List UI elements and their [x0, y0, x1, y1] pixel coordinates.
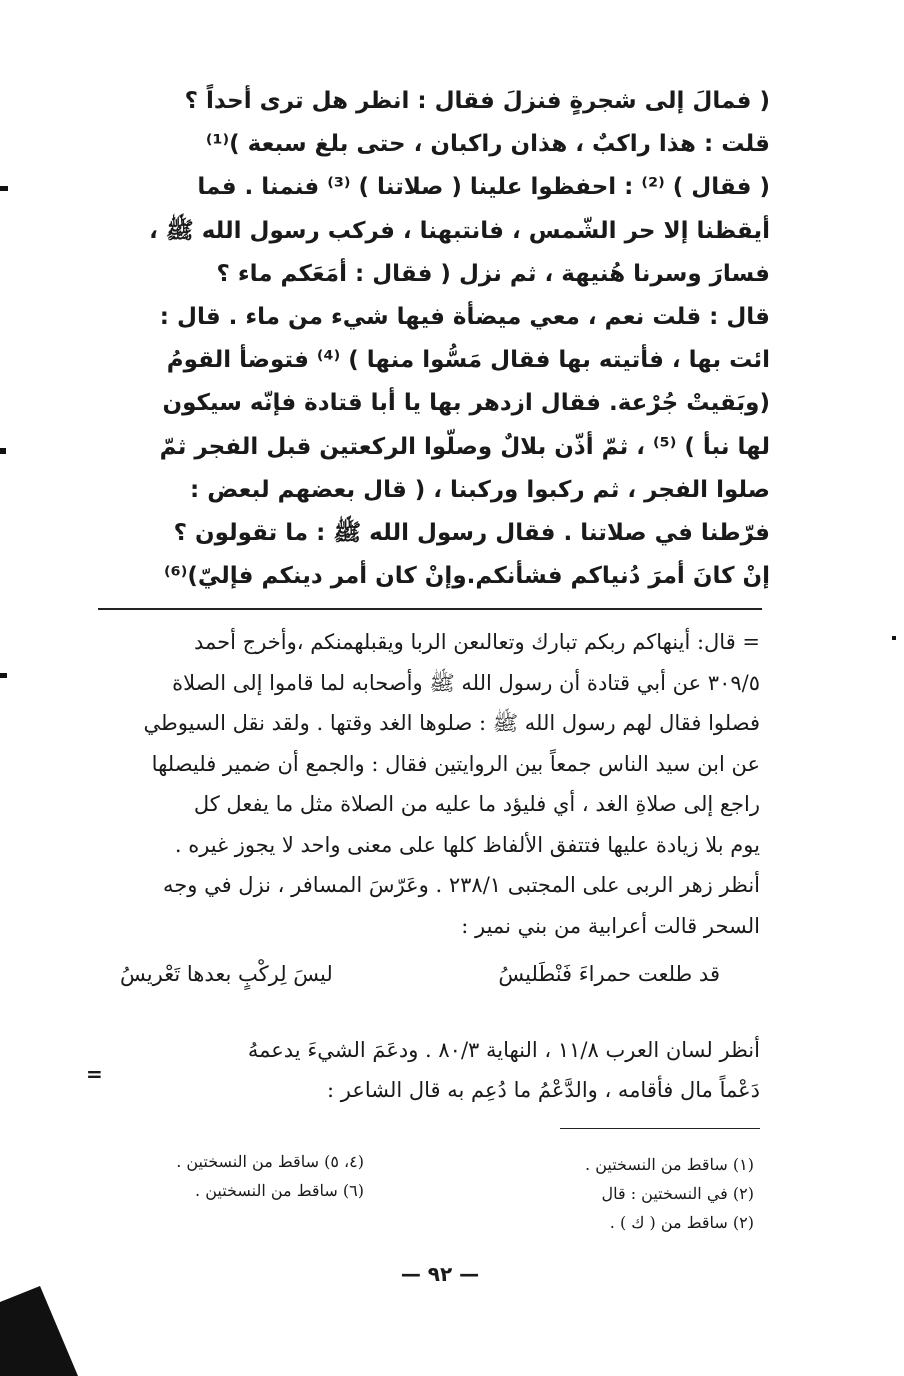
page-number: — ٩٢ — — [400, 1262, 480, 1286]
main-line: لها نبأ ) ⁽⁵⁾ ، ثمّ أذّن بلالٌ وصلّوا الركعتين قبل الفجر ثمّ — [159, 433, 770, 460]
main-line: ( فقال ) ⁽²⁾ : احفظوا علينا ( صلاتنا ) ⁽³⁾ فنمنا . فما — [197, 174, 770, 201]
margin-mark — [892, 636, 896, 640]
main-line: (وبَقيتْ جُرْعة. فقال ازدهر بها يا أبا قتادة فإنّه سيكون — [162, 390, 770, 417]
note-line: = قال: أينهاكم ربكم تبارك وتعالىعن الربا ويقبلهمنكم ،وأخرج أحمد — [193, 630, 760, 654]
main-line: أيقظنا إلا حر الشّمس ، فانتبهنا ، فركب رسول الله ﷺ ، — [149, 217, 770, 244]
margin-mark — [0, 448, 6, 454]
main-line: فرّطنا في صلاتنا . فقال رسول الله ﷺ : ما تقولون ؟ — [173, 519, 770, 546]
note-line: فصلوا فقال لهم رسول الله ﷺ : صلوها الغد وقتها . ولقد نقل السيوطي — [143, 711, 760, 735]
note-line: أنظر زهر الربى على المجتبى ٢٣٨/١ . وعَرّسَ المسافر ، نزل في وجه — [163, 873, 760, 897]
footnote: (٢) ساقط من ( ك ) . — [609, 1213, 754, 1232]
main-line: قال : قلت نعم ، معي ميضأة فيها شيء من ماء . قال : — [159, 303, 770, 330]
footnotes-right — [504, 1150, 754, 1237]
note-line: راجع إلى صلاةِ الغد ، أي فليؤد ما عليه من الصلاة مثل ما يفعل كل — [193, 792, 760, 816]
note-line: السحر قالت أعرابية من بني نمير : — [461, 913, 760, 938]
continuation-mark: = — [86, 1062, 103, 1086]
scan-corner-shadow — [0, 1286, 90, 1376]
commentary-notes-continued — [100, 1030, 760, 1110]
verse-first-hemistich: قد طلعت حمراءَ فَنْطَليسُ — [498, 962, 720, 986]
footnote: (٢) في النسختين : قال — [601, 1184, 754, 1203]
main-line: صلوا الفجر ، ثم ركبوا وركبنا ، ( قال بعضهم لبعض : — [190, 476, 770, 503]
main-line: ( فمالَ إلى شجرةٍ فنزلَ فقال : انظر هل ترى أحداً ؟ — [184, 88, 770, 114]
poetry-verse — [120, 962, 720, 986]
note-line: ٣٠٩/٥ عن أبي قتادة أن رسول الله ﷺ وأصحابه لما قاموا إلى الصلاة — [172, 670, 760, 695]
main-line: ائت بها ، فأتيته بها فقال مَسُّوا منها ) ⁽⁴⁾ فتوضأ القومُ — [166, 347, 770, 374]
commentary-notes — [100, 622, 760, 946]
footnotes-left — [124, 1147, 364, 1205]
main-text — [100, 80, 770, 598]
note-line: يوم بلا زيادة عليها فتتفق الألفاظ كلها على معنى واحد لا يجوز غيره . — [174, 832, 760, 857]
verse-second-hemistich: ليسَ لِركْبٍ بعدها تَعْريسُ — [120, 962, 333, 986]
footnote: (٤، ٥) ساقط من النسختين . — [176, 1152, 364, 1171]
footnote: (١) ساقط من النسختين . — [585, 1155, 754, 1174]
margin-mark — [0, 186, 8, 191]
note-line: عن ابن سيد الناس جمعاً بين الروايتين فقال : والجمع أن ضمير فليصلها — [151, 751, 760, 776]
section-divider — [98, 608, 762, 610]
main-line: إنْ كانَ أمرَ دُنياكم فشأنكم.وإنْ كان أمر دينكم فإليّ)⁽⁶⁾ — [164, 563, 770, 590]
main-line: فسارَ وسرنا هُنيهة ، ثم نزل ( فقال : أمَعَكم ماء ؟ — [216, 260, 770, 287]
main-line: قلت : هذا راكبٌ ، هذان راكبان ، حتى بلغ سبعة )⁽¹⁾ — [205, 131, 770, 158]
note-line: أنظر لسان العرب ١١/٨ ، النهاية ٨٠/٣ . ودعَمَ الشيءَ يدعمهُ — [247, 1038, 760, 1062]
footnote-divider — [560, 1128, 760, 1129]
note-line: دَعْماً مال فأقامه ، والدَّعْمُ ما دُعِم به قال الشاعر : — [326, 1078, 760, 1102]
footnote: (٦) ساقط من النسختين . — [195, 1181, 364, 1200]
margin-mark — [0, 673, 7, 678]
